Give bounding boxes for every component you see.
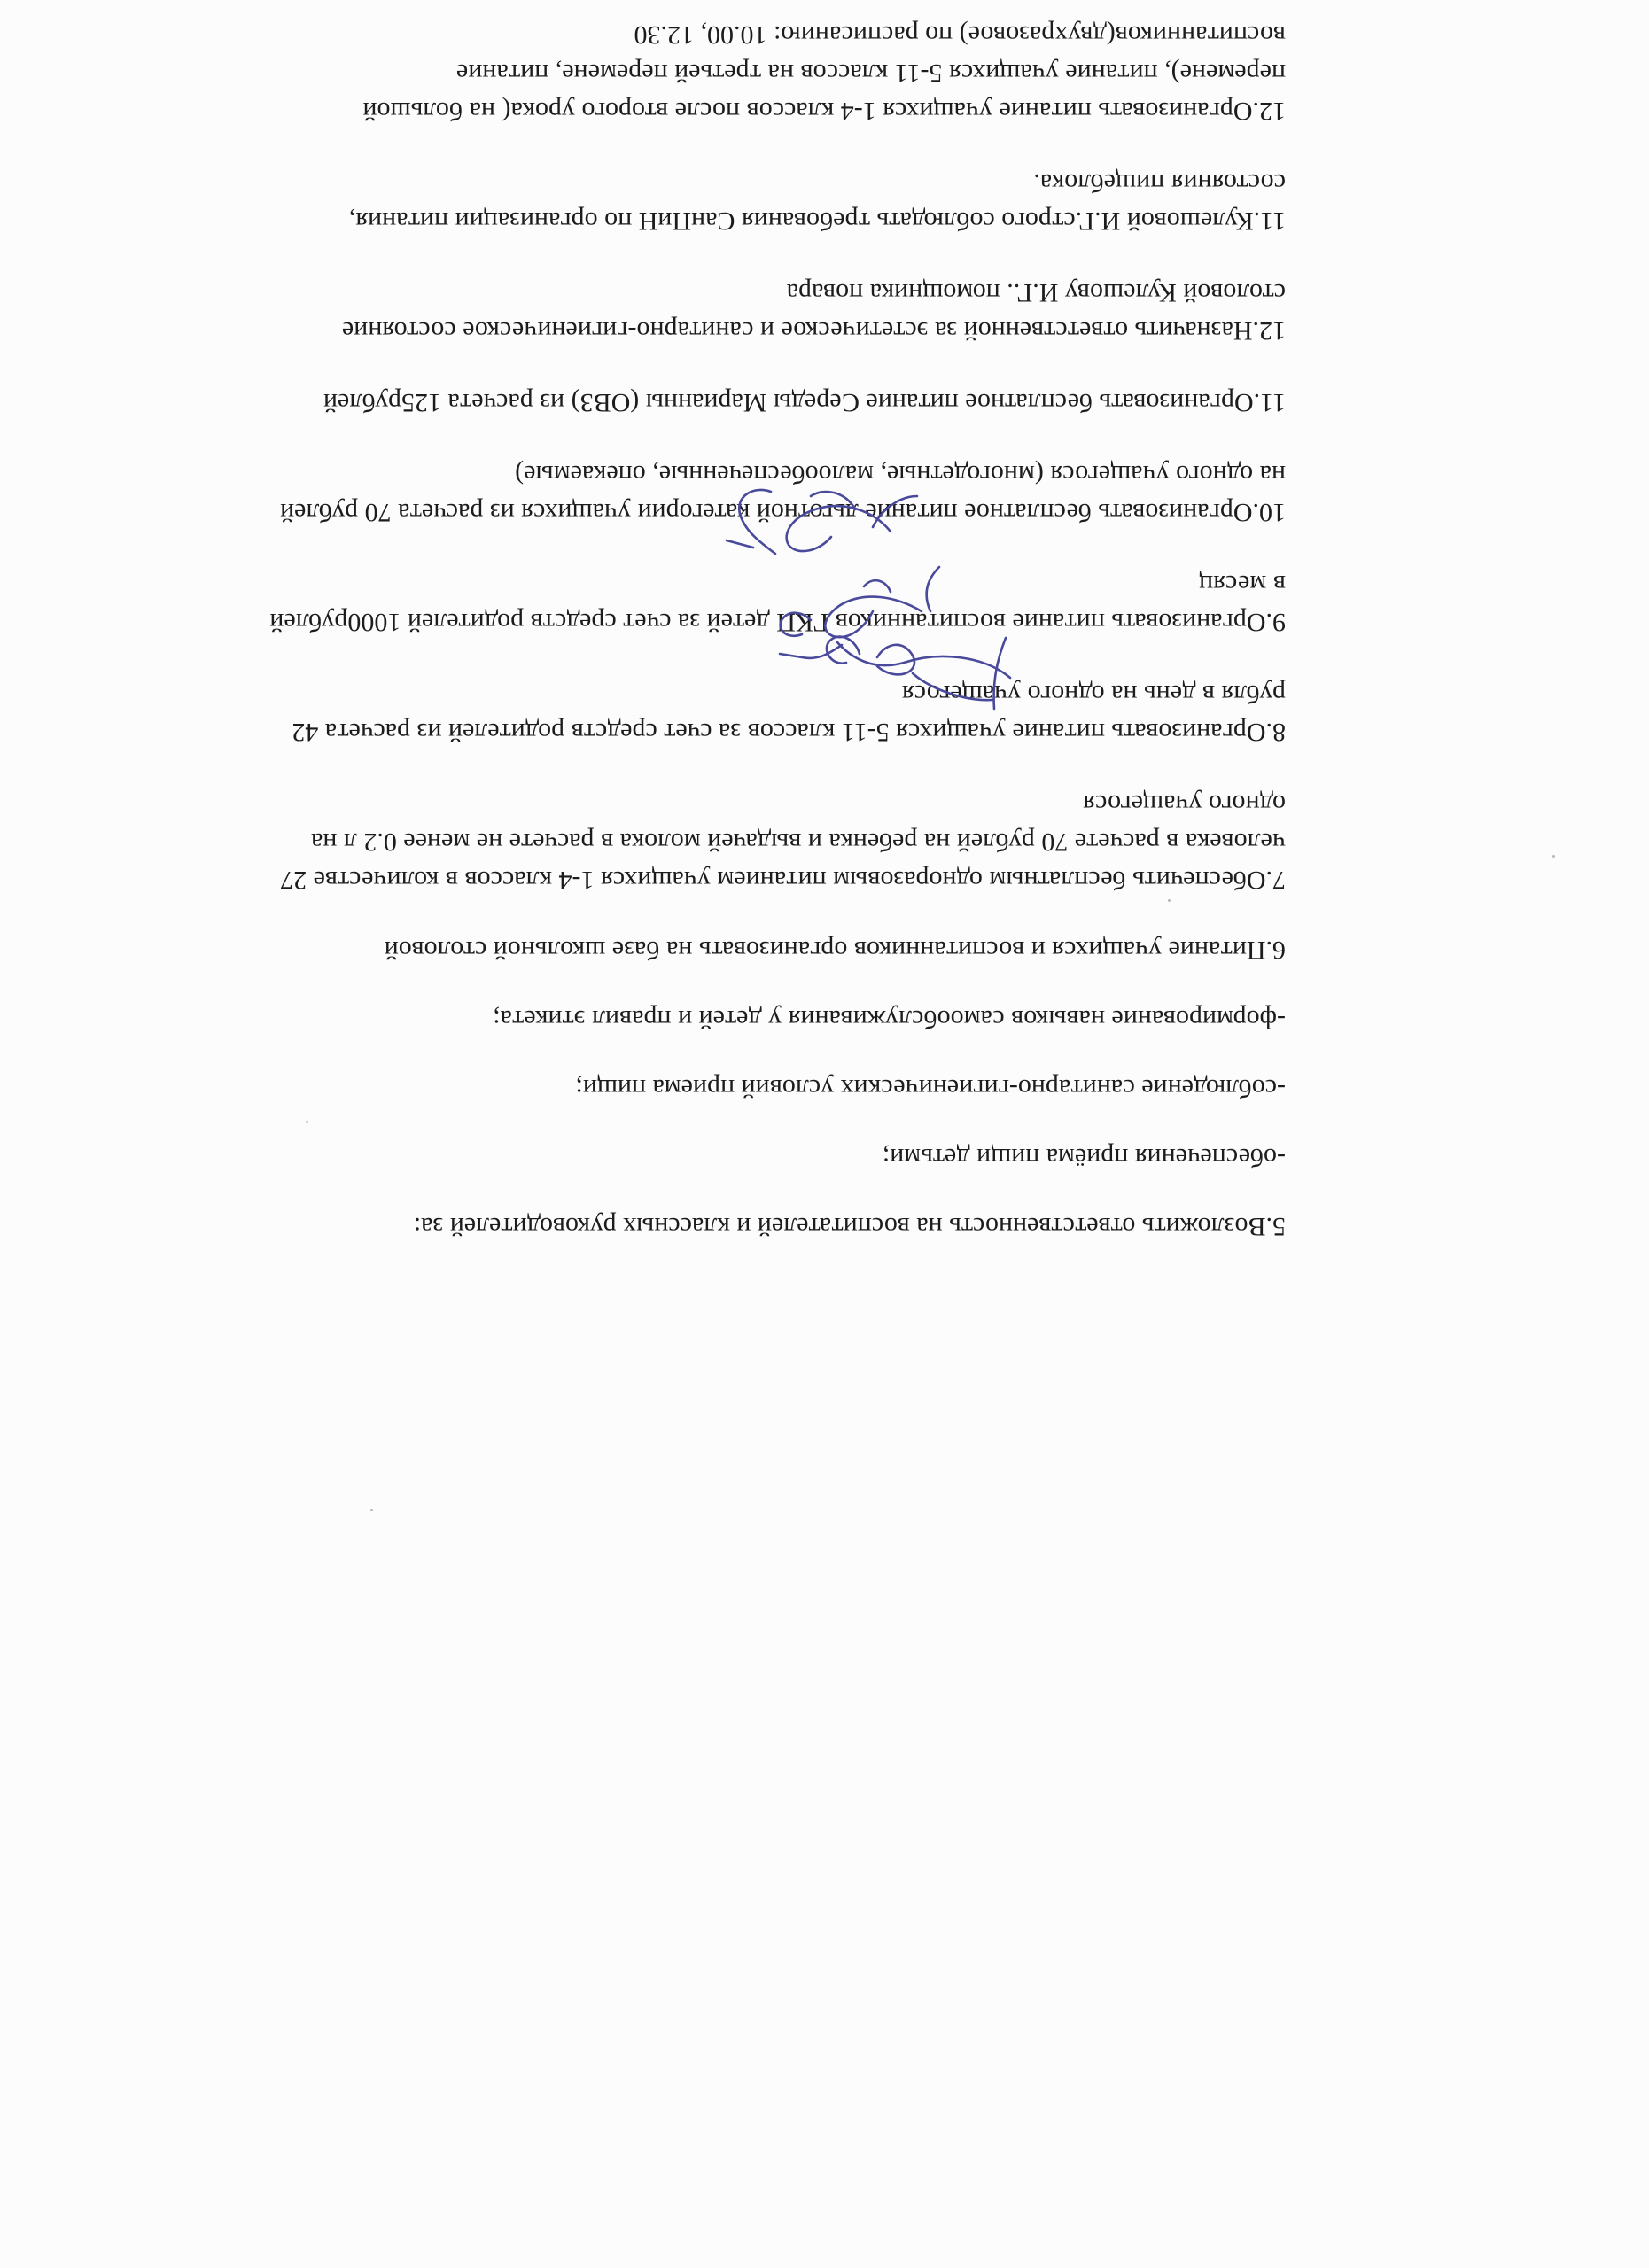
paragraph-11-sanpin-line-1: 11.Кулешовой И.Г.строго соблюдать требования СанПиН по организации питания, (348, 206, 1286, 236)
paragraph-12-schedule-line-1: 12.Организовать питание учащихся 1-4 классов после второго урока( на большой (362, 97, 1286, 126)
paragraph-12-schedule-line-3: воспитанников(двухразовое) по расписанию: 10.00, 12.30 (634, 20, 1286, 50)
paragraph-7-line-2: человека в расчете 70 рублей на ребенка и выдачей молока в расчете не менее 0.2 л на (311, 827, 1286, 857)
paragraph-10-line-1: 10.Организовать бесплатное питание льготной категории учащихся из расчета 70 рублей (280, 498, 1286, 527)
scan-speck (306, 1121, 308, 1123)
scan-speck (370, 1509, 373, 1511)
signature-khramykh (780, 637, 1010, 709)
paragraph-7-line-1: 7.Обеспечить бесплатным одноразовым питанием учащихся 1-4 классов в количестве 27 (280, 866, 1286, 895)
signature-kuleshova (727, 490, 917, 554)
paragraph-5: 5.Возложить ответственность на воспитателей и классных руководителей за: (413, 1212, 1286, 1241)
signature-saburova (781, 567, 939, 637)
paragraph-6: 6.Питание учащихся и воспитанников организовать на базе школьной столовой (384, 936, 1286, 965)
paragraph-9-line-1: 9.Организовать питание воспитанников ГКП детей за счет средств родителей 1000рублей (269, 608, 1286, 637)
paragraph-8-line-1: 8.Организовать питание учащихся 5-11 классов за счет средств родителей из расчета 42 (292, 718, 1286, 747)
paragraph-11-sanpin-line-2: состояния пищеблока. (1033, 168, 1286, 198)
paragraph-12-responsible-line-1: 12.Назначить ответственной за эстетическое и санитарно-гигиеническое состояние (341, 316, 1286, 346)
paragraph-7-line-3: одного учащегося (1083, 789, 1286, 819)
bullet-etiquette: -формирование навыков самообслуживания у детей и правил этикета; (493, 1005, 1286, 1034)
scan-speck (1552, 855, 1555, 858)
paragraph-8-line-2: рубля в день на одного учащегося (901, 680, 1286, 709)
paragraph-10-line-2: на одного учащегося (многодетные, малообеспеченные, опекаемые) (515, 460, 1286, 489)
paragraph-12-responsible-line-2: столовой Кулешову И.Г.. помощника повара (786, 278, 1286, 307)
bullet-meals: -обеспечения приёма пищи детьми; (882, 1143, 1286, 1172)
paragraph-12-schedule-line-2: перемене), питание учащихся 5-11 классов на третьей перемене, питание (455, 58, 1286, 88)
paragraph-9-line-2: в месяц (1199, 570, 1286, 599)
paragraph-11-free-meal: 11.Организовать бесплатное питание Середы Марианны (ОВЗ) из расчета 125рублей (323, 388, 1286, 417)
scan-speck (1168, 899, 1171, 902)
bullet-hygiene: -соблюдение санитарно-гигиенических условий приема пищи; (575, 1074, 1286, 1103)
